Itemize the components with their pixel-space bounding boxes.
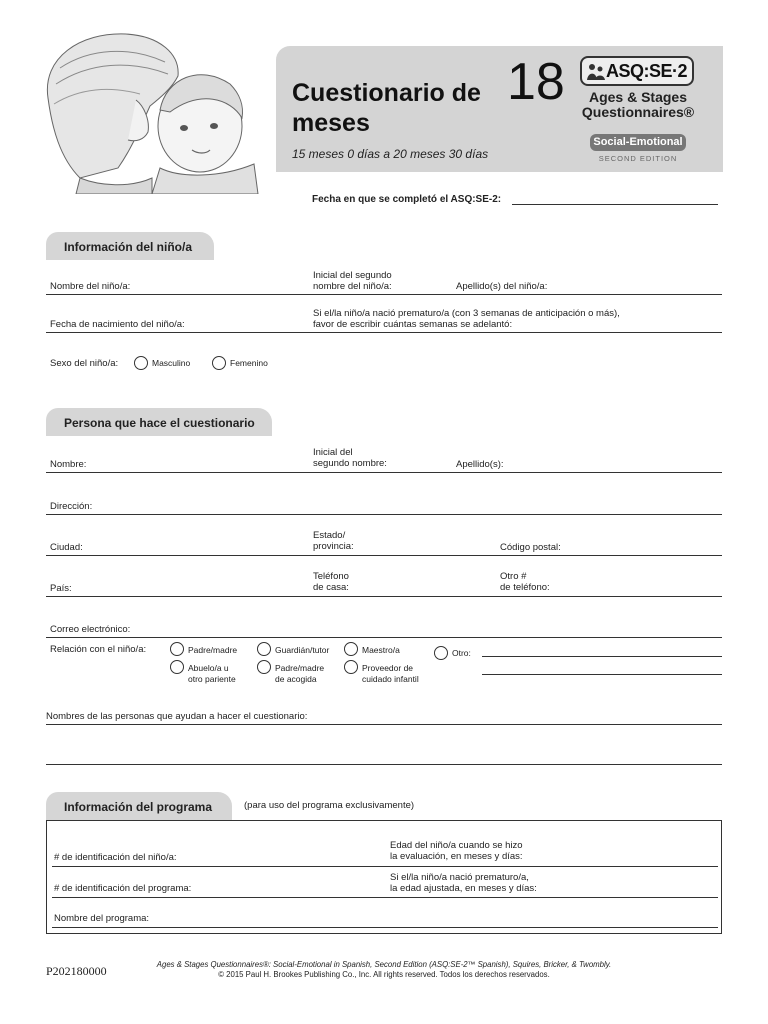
program-info-tab (46, 792, 232, 820)
logo-text: ASQ:SE·2 (606, 61, 688, 81)
address-label: Dirección: (50, 501, 93, 512)
logo-line-1: Ages & Stages (588, 89, 688, 105)
rel-provider-radio[interactable] (344, 660, 358, 674)
child-sex-label: Sexo del niño/a: (50, 358, 119, 369)
adjusted-age-line-2: la edad ajustada, en meses y días: (390, 883, 537, 894)
country-field[interactable] (46, 596, 722, 597)
child-info-tab (46, 232, 214, 260)
helpers-field-2[interactable] (46, 764, 722, 765)
other-phone-line-2: de teléfono: (500, 582, 550, 593)
helpers-label: Nombres de las personas que ayudan a hacer el cuestionario: (46, 711, 308, 722)
person-info-tab (46, 408, 272, 436)
rel-foster-line-2: de acogida (275, 674, 317, 684)
sex-male-radio[interactable] (134, 356, 148, 370)
zip-label: Código postal: (500, 542, 561, 553)
logo-ages-stages (580, 90, 696, 120)
page-title (292, 78, 481, 138)
logo-edition: SECOND EDITION (598, 154, 678, 163)
rel-grandparent-label (188, 663, 236, 685)
asq-se2-logo (580, 56, 696, 170)
rel-other-field-2[interactable] (482, 674, 722, 675)
program-name-label: Nombre del programa: (54, 913, 150, 924)
rel-teacher-label: Maestro/a (362, 645, 400, 655)
rel-provider-label (362, 663, 419, 685)
completion-date-field[interactable] (512, 204, 718, 205)
home-phone-label (313, 571, 349, 593)
rel-grand-line-1: Abuelo/a u (188, 663, 229, 673)
person-middle-initial-line-1: Inicial del (313, 447, 353, 458)
footer-copyright: © 2015 Paul H. Brookes Publishing Co., Inc. All rights reserved. Todos los derechos reservados. (218, 970, 550, 979)
rel-provider-line-1: Proveedor de (362, 663, 414, 673)
child-birth-date-label: Fecha de nacimiento del niño/a: (50, 319, 185, 330)
program-id-label: # de identificación del programa: (54, 883, 192, 894)
child-middle-initial-line-1: Inicial del segundo (313, 270, 392, 281)
mother-child-illustration (40, 28, 262, 194)
rel-teacher-radio[interactable] (344, 642, 358, 656)
city-field[interactable] (46, 555, 722, 556)
rel-foster-line-1: Padre/madre (275, 663, 325, 673)
title-line-2: meses (292, 109, 370, 137)
rel-other-field-1[interactable] (482, 656, 722, 657)
rel-grand-line-2: otro pariente (188, 674, 236, 684)
city-label: Ciudad: (50, 542, 83, 553)
age-eval-label (390, 840, 523, 862)
child-middle-initial-label (313, 270, 392, 292)
age-eval-line-1: Edad del niño/a cuando se hizo (390, 840, 523, 851)
title-line-1: Cuestionario de (292, 79, 481, 107)
rel-parent-radio[interactable] (170, 642, 184, 656)
footer-citation: Ages & Stages Questionnaires®: Social-Emotional in Spanish, Second Edition (ASQ:SE-2™ Spanish), Squires, Bricker, & Twombly. (156, 960, 612, 969)
rel-foster-label (275, 663, 324, 685)
child-premature-label (313, 308, 620, 330)
person-last-name-label: Apellido(s): (456, 459, 504, 470)
other-phone-label (500, 571, 550, 593)
program-id-field[interactable] (52, 897, 718, 898)
rel-provider-line-2: cuidado infantil (362, 674, 419, 684)
child-id-label: # de identificación del niño/a: (54, 852, 177, 863)
rel-guardian-radio[interactable] (257, 642, 271, 656)
child-info-tab-label: Información del niño/a (64, 240, 193, 254)
rel-parent-label: Padre/madre (188, 645, 238, 655)
program-info-tab-label: Información del programa (64, 800, 213, 814)
rel-foster-radio[interactable] (257, 660, 271, 674)
state-line-1: Estado/ (313, 530, 346, 541)
age-range: 15 meses 0 días a 20 meses 30 días (292, 147, 489, 161)
person-info-tab-label: Persona que hace el cuestionario (64, 416, 255, 430)
address-field[interactable] (46, 514, 722, 515)
child-id-field[interactable] (52, 866, 718, 867)
footer-code: P202180000 (46, 964, 107, 978)
country-label: País: (50, 583, 72, 594)
helpers-field-1[interactable] (46, 724, 722, 725)
child-name-field[interactable] (46, 294, 722, 295)
rel-guardian-label: Guardián/tutor (275, 645, 330, 655)
state-label (313, 530, 354, 552)
logo-line-2: Questionnaires® (581, 104, 695, 120)
age-number: 18 (507, 53, 565, 111)
program-name-field[interactable] (52, 927, 718, 928)
relation-label: Relación con el niño/a: (50, 644, 147, 655)
age-eval-line-2: la evaluación, en meses y días: (390, 851, 523, 862)
home-phone-line-1: Teléfono (313, 571, 349, 582)
child-middle-initial-line-2: nombre del niño/a: (313, 281, 392, 292)
home-phone-line-2: de casa: (313, 582, 349, 593)
child-last-name-label: Apellido(s) del niño/a: (456, 281, 548, 292)
logo-social-emotional: Social-Emotional (590, 134, 686, 151)
rel-grandparent-radio[interactable] (170, 660, 184, 674)
rel-other-label: Otro: (452, 648, 471, 658)
email-label: Correo electrónico: (50, 624, 131, 635)
state-line-2: provincia: (313, 541, 354, 552)
completion-date-label: Fecha en que se completó el ASQ:SE-2: (312, 194, 502, 205)
person-name-label: Nombre: (50, 459, 87, 470)
adjusted-age-label (390, 872, 537, 894)
person-middle-initial-line-2: segundo nombre: (313, 458, 387, 469)
logo-badge (580, 56, 694, 86)
sex-female-radio[interactable] (212, 356, 226, 370)
child-name-label: Nombre del niño/a: (50, 281, 131, 292)
adjusted-age-line-1: Si el/la niño/a nació prematuro/a, (390, 872, 529, 883)
rel-other-radio[interactable] (434, 646, 448, 660)
child-premature-line-1: Si el/la niño/a nació prematuro/a (con 3 semanas de anticipación o más), (313, 308, 620, 319)
other-phone-line-1: Otro # (500, 571, 527, 582)
child-birth-date-field[interactable] (46, 332, 722, 333)
sex-female-label: Femenino (230, 358, 268, 368)
family-icon (586, 63, 606, 81)
email-field[interactable] (46, 637, 722, 638)
person-middle-initial-label (313, 447, 387, 469)
child-premature-line-2: favor de escribir cuántas semanas se adelantó: (313, 319, 513, 330)
program-note: (para uso del programa exclusivamente) (244, 800, 415, 811)
sex-male-label: Masculino (152, 358, 191, 368)
person-name-field[interactable] (46, 472, 722, 473)
